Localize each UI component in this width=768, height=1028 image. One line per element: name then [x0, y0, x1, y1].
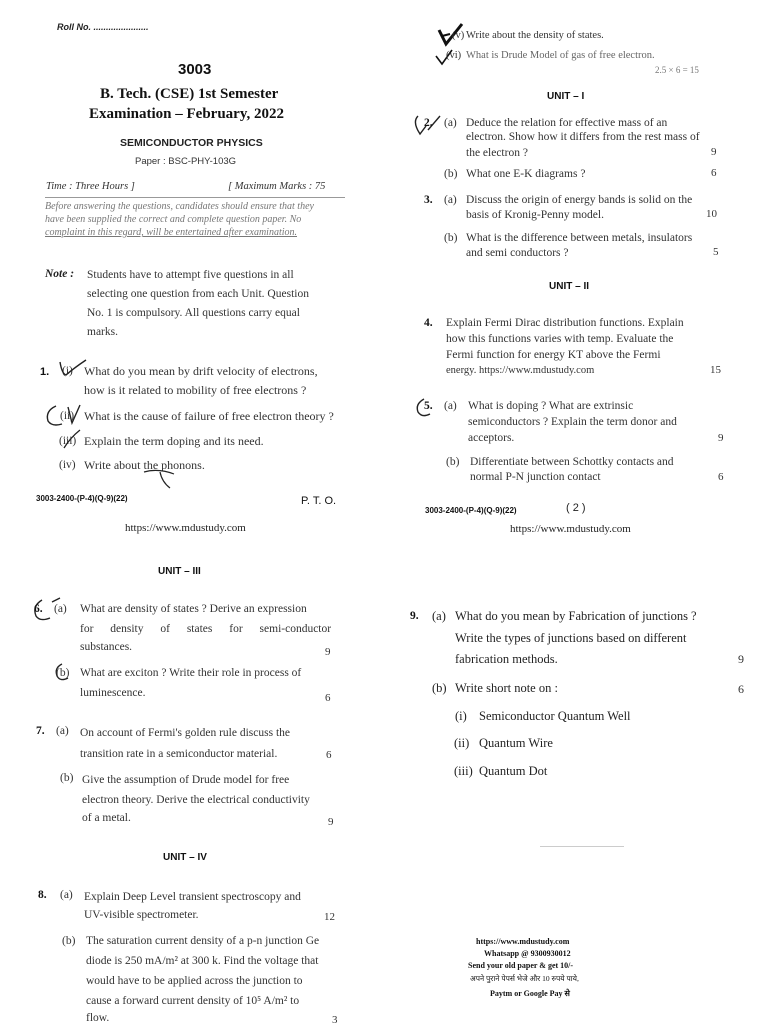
q7-b-marks: 9	[328, 816, 334, 828]
note-line: No. 1 is compulsory. All questions carry equal	[87, 307, 300, 319]
q6-a-marks: 9	[325, 646, 331, 658]
q7-b-label: (b)	[60, 772, 74, 784]
q1-i-line: What do you mean by drift velocity of electrons,	[84, 364, 318, 378]
note-line: marks.	[87, 326, 118, 338]
subject-title: SEMICONDUCTOR PHYSICS	[120, 137, 263, 149]
q1-iv-label: (iv)	[59, 459, 76, 471]
q1-iii-label: (iii)	[59, 435, 77, 447]
q2-a-label: (a)	[444, 117, 457, 129]
q9-a-line: What do you mean by Fabrication of junctions ?	[455, 609, 697, 623]
q3-a-marks: 10	[706, 208, 717, 220]
promo-whatsapp: Whatsapp @ 9300930012	[484, 949, 571, 958]
q6-a-line: for density of states for semi-conductor	[80, 623, 332, 635]
end-divider	[540, 846, 624, 847]
pto-label: P. T. O.	[301, 495, 337, 507]
q2-a-line: Deduce the relation for effective mass of an	[466, 117, 668, 129]
q3-a-line: basis of Kronig-Penny model.	[466, 209, 604, 221]
q9-a-line: Write the types of junctions based on different	[455, 631, 687, 645]
q9-a-label: (a)	[432, 609, 446, 623]
q8-a-line: Explain Deep Level transient spectroscopy and	[84, 891, 301, 903]
q5-a-line: What is doping ? What are extrinsic	[468, 400, 634, 412]
q9-item-text: Quantum Wire	[479, 736, 553, 750]
q3-b-line: What is the difference between metals, insulators	[466, 232, 693, 244]
instruction-line: Before answering the questions, candidates should ensure that they	[45, 201, 314, 212]
q1-ii-label: (ii)	[60, 410, 75, 422]
unit-4-title: UNIT – IV	[163, 852, 207, 863]
q5-a-label: (a)	[444, 400, 457, 412]
q3-a-label: (a)	[444, 194, 457, 206]
q8-b-line: would have to be applied across the junction to	[86, 975, 303, 987]
q4-line: how this functions varies with temp. Evaluate the	[446, 333, 674, 345]
roll-no: Roll No. ......................	[57, 22, 149, 32]
q8-a-label: (a)	[60, 889, 73, 901]
q9-b-marks: 6	[738, 682, 744, 696]
instruction-line: have been supplied the correct and complete question paper. No	[45, 214, 302, 225]
q8-a-line: UV-visible spectrometer.	[84, 909, 199, 921]
q8-b-marks: 3	[332, 1014, 338, 1026]
q4-number: 4.	[424, 317, 433, 329]
pen-mark-slash-icon	[56, 428, 84, 450]
q1-v-label: (v)	[452, 30, 465, 41]
pen-mark-tick-icon	[56, 358, 90, 380]
promo-offer: Send your old paper & get 10/-	[468, 961, 574, 970]
q5-b-label: (b)	[446, 456, 460, 468]
q4-line: energy. https://www.mdustudy.com	[446, 365, 595, 376]
q2-b-marks: 6	[711, 167, 717, 179]
q7-number: 7.	[36, 725, 45, 737]
q9-item-text: Semiconductor Quantum Well	[479, 709, 631, 723]
page2-footer-code: 3003-2400-(P-4)(Q-9)(22)	[425, 506, 517, 515]
q5-a-marks: 9	[718, 432, 724, 444]
page2-number: ( 2 )	[566, 502, 586, 514]
q7-b-line: Give the assumption of Drude model for free	[82, 774, 290, 786]
q9-a-marks: 9	[738, 652, 744, 666]
q8-b-line: cause a forward current density of 10⁵ A/m² to	[86, 995, 300, 1007]
q6-a-label: (a)	[54, 603, 67, 615]
paper-number: Paper : BSC-PHY-103G	[135, 156, 237, 167]
q7-a-line: On account of Fermi's golden rule discuss the	[80, 727, 290, 739]
q8-b-line: The saturation current density of a p-n junction Ge	[86, 935, 320, 947]
q1-i-line: how is it related to mobility of free electrons ?	[84, 383, 307, 397]
q2-a-line: the electron ?	[466, 147, 528, 159]
q8-a-marks: 12	[324, 911, 335, 923]
q8-b-label: (b)	[62, 935, 76, 947]
note-line: selecting one question from each Unit. Question	[87, 288, 309, 300]
q3-b-line: and semi conductors ?	[466, 247, 569, 259]
page1-url[interactable]: https://www.mdustudy.com	[125, 522, 246, 534]
pen-mark-underline-icon	[140, 462, 180, 490]
q7-a-marks: 6	[326, 749, 332, 761]
q6-b-line: What are exciton ? Write their role in process of	[80, 667, 302, 679]
q2-a-marks: 9	[711, 146, 717, 158]
q7-b-line: of a metal.	[82, 812, 131, 824]
q9-item-label: (i)	[455, 709, 467, 723]
q7-a-line: transition rate in a semiconductor material.	[80, 748, 278, 760]
q5-a-line: semiconductors ? Explain the term donor and	[468, 416, 677, 428]
page1-footer-code: 3003-2400-(P-4)(Q-9)(22)	[36, 494, 128, 503]
q3-b-marks: 5	[713, 246, 719, 258]
q6-b-line: luminescence.	[80, 687, 146, 699]
unit-3-title: UNIT – III	[158, 566, 201, 577]
q4-line: Explain Fermi Dirac distribution functions. Explain	[446, 317, 684, 329]
q6-b-label: (b)	[56, 667, 70, 679]
q7-b-line: electron theory. Derive the electrical conductivity	[82, 794, 310, 806]
paper-code: 3003	[178, 61, 212, 78]
q9-b-text: Write short note on :	[455, 681, 558, 695]
q9-item-label: (iii)	[454, 764, 473, 778]
q5-b-line: Differentiate between Schottky contacts and	[470, 456, 674, 468]
pen-mark-circle-icon	[42, 403, 86, 429]
q5-a-line: acceptors.	[468, 432, 515, 444]
note-line: Students have to attempt five questions in all	[87, 269, 294, 281]
q7-a-label: (a)	[56, 725, 69, 737]
q3-number: 3.	[424, 194, 433, 206]
q1-iv-text: Write about the phonons.	[84, 458, 205, 472]
page2-url[interactable]: https://www.mdustudy.com	[510, 523, 631, 535]
instruction-line: complaint in this regard, will be entertained after examination.	[45, 227, 298, 238]
q8-b-line: flow.	[86, 1012, 110, 1024]
q1-total-marks: 2.5 × 6 = 15	[655, 65, 699, 75]
unit-2-title: UNIT – II	[549, 281, 590, 292]
q9-item-label: (ii)	[454, 736, 470, 750]
q1-v-text: Write about the density of states.	[466, 30, 604, 41]
q9-b-label: (b)	[432, 681, 447, 695]
q6-a-line: substances.	[80, 641, 133, 653]
promo-offer-hindi: अपने पुराने पेपर्स भेजे और 10 रुपये पाये,	[470, 974, 579, 983]
q1-i-label: (i)	[62, 365, 73, 377]
time-label: Time : Three Hours ]	[46, 181, 135, 192]
q2-b-label: (b)	[444, 168, 458, 180]
q1-ii-text: What is the cause of failure of free electron theory ?	[84, 409, 334, 423]
q5-b-marks: 6	[718, 471, 724, 483]
q9-a-line: fabrication methods.	[455, 652, 558, 666]
q2-number: 2.	[424, 117, 433, 129]
q1-iii-text: Explain the term doping and its need.	[84, 434, 264, 448]
q1-vi-text: What is Drude Model of gas of free electron.	[466, 50, 655, 61]
promo-payment: Paytm or Google Pay से	[490, 989, 570, 998]
note-label: Note :	[45, 268, 75, 280]
q2-a-line: electron. Show how it differs from the rest mass of	[466, 131, 700, 143]
exam-title: Examination – February, 2022	[89, 106, 285, 122]
q4-marks: 15	[710, 364, 721, 376]
max-marks-label: [ Maximum Marks : 75	[228, 181, 326, 192]
q1-number: 1.	[40, 366, 50, 378]
q8-b-line: diode is 250 mA/m² at 300 k. Find the voltage that	[86, 955, 319, 967]
q2-b-text: What one E-K diagrams ?	[466, 168, 586, 180]
q5-number: 5.	[424, 400, 433, 412]
q6-number: 6.	[34, 603, 43, 615]
q4-line: Fermi function for energy KT above the Fermi	[446, 349, 661, 361]
degree-title: B. Tech. (CSE) 1st Semester	[100, 86, 279, 102]
q8-number: 8.	[38, 889, 47, 901]
promo-url[interactable]: https://www.mdustudy.com	[476, 937, 570, 946]
q9-number: 9.	[410, 610, 419, 622]
q5-b-line: normal P-N junction contact	[470, 471, 601, 483]
unit-1-title: UNIT – I	[547, 91, 585, 102]
q6-a-line: What are density of states ? Derive an expression	[80, 603, 307, 615]
header-divider	[45, 197, 345, 198]
q9-item-text: Quantum Dot	[479, 764, 548, 778]
q6-b-marks: 6	[325, 692, 331, 704]
q1-vi-label: (vi)	[446, 50, 462, 61]
q3-b-label: (b)	[444, 232, 458, 244]
q3-a-line: Discuss the origin of energy bands is solid on the	[466, 194, 693, 206]
